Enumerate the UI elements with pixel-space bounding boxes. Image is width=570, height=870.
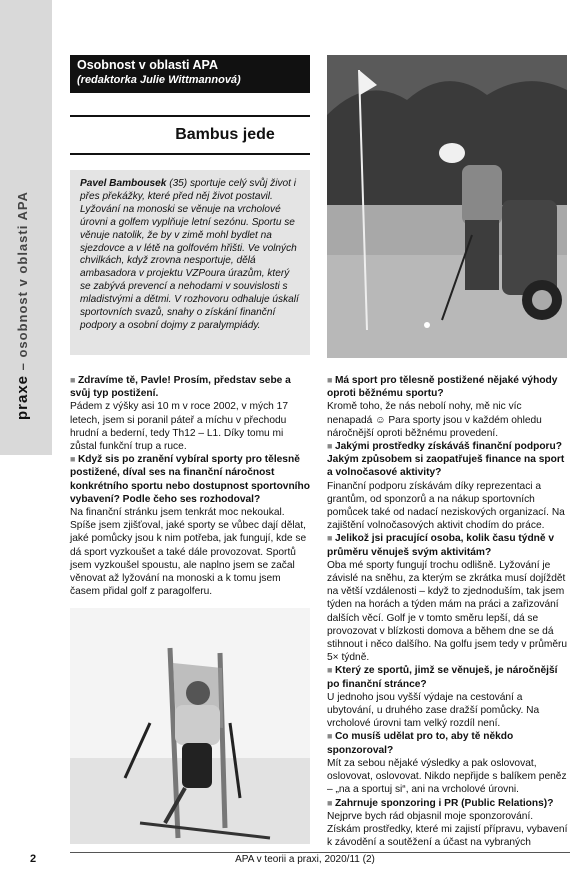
question: ■ Jakými prostředky získáváš finanční podporu? Jakým způsobem si zaopatřuješ finance na sport a volnočasové aktivity? [327,440,569,480]
column-editor: (redaktorka Julie Wittmannová) [77,74,241,86]
right-column [327,374,569,849]
intro-name: Pavel Bambousek [80,178,167,189]
question: ■ Když sis po zranění vybíral sporty pro tělesně postižené, díval ses na finanční náročnost konkrétního sportu nebo dostupnost sportovního vybavení? Podle čeho ses rozhodoval? [70,453,312,506]
golf-photo [327,55,567,358]
article-title: Bambus jede [175,126,275,143]
question: ■ Co musíš udělat pro to, aby tě někdo sponzoroval? [327,730,569,756]
section-label-rest: – osobnost v oblasti APA [15,191,30,375]
answer: Oba mé sporty fungují trochu odlišně. Lyžování je závislé na sněhu, za kterým se zkrátka musí dojíždět na větší vzdálenosti – když to zjednoduším, tak jsem týden na horách a týden mám na práci a zařizování dalších věcí. Golf je v tomto směru lepší, dá se provozovat v blízkosti domova a během dne se dá stihnout i něco dalšího. Na golfu jsem tedy v průměru 5× týdně. [327,559,568,664]
article-title-bar [70,115,310,155]
question: ■ Zahrnuje sponzoring i PR (Public Relations)? [327,797,569,810]
question: ■ Jelikož jsi pracující osoba, kolik času týdně v průměru věnuješ svým aktivitám? [327,532,569,558]
answer: Na finanční stránku jsem tenkrát moc nekoukal. Spíše jsem zjišťoval, jaké sporty se vůbec dají dělat, jaké pomůcky jsou k nim potřeba, jak fungují, kde se dá sport vyzkoušet a také dále provozovat. Sportů jsem vyzkoušel spoustu, ale naplno jsem se začal věnovat až lyžování na monoski a k tomu jsem časem přidal golf z paragolferu. [70,507,307,598]
left-column [70,374,312,598]
answer: Pádem z výšky asi 10 m v roce 2002, v mých 17 letech, jsem si poranil páteř a míchu v přechodu hrudní a bederní, tedy Th12 – L1. Díky tomu mi zůstal funkční trup a ruce. [70,401,288,453]
column-header [70,55,310,93]
answer: Kromě toho, že nás nebolí nohy, mě nic víc nenapadá ☺ Para sporty jsou v každém ohledu náročnější oproti běžnému provedení. [327,401,542,439]
question: ■ Zdravíme tě, Pavle! Prosím, představ sebe a svůj typ postižení. [70,374,312,400]
page-number: 2 [30,853,37,865]
column-title: Osobnost v oblasti APA [77,58,218,72]
answer: Finanční podporu získávám díky reprezentaci a grantům, od sponzorů a na nákup sportovních pomůcek také od nadací neziskových organizací. Na zajištění volnočasových aktivit chodím do práce. [327,480,565,532]
ski-photo [70,608,310,844]
answer: Nejprve bych rád objasnil moje sponzorování. Získám prostředky, které mi zajistí přípravu, vybavení k závodění a soutěžení a účast na vybraných [327,810,568,849]
intro-text: (35) sportuje celý svůj život i přes překážky, které před něj život postavil. Lyžování na monoski se věnuje na vrcholové úrovni a golfem vyplňuje letní sezónu. Sportu se věnuje natolik, že by v zimě mohl bydlet na sjezdovce a v létě na golfovém hřišti. Ve volných chvilkách, když zrovna nesportuje, dělá ambasadora v projektu VZPoura úrazům, který se zabývá prevencí a nehodami v souvislosti s mladistvými a dětmi. V rozhovoru odhaluje úskalí sportovních svazů, snahy o získání finanční podpory a osobní dojmy z paralympiády. [80,178,299,331]
question: ■ Který ze sportů, jimž se věnuješ, je náročnější po finanční stránce? [327,664,569,690]
intro-box [70,170,310,355]
answer: U jednoho jsou vyšší výdaje na cestování a ubytování, u druhého zase dražší pomůcky. Na vrcholové úrovni tam velký rozdíl není. [327,691,540,730]
footer-divider [70,852,570,853]
answer: Mít za sebou nějaké výsledky a pak oslovovat, oslovovat, oslovovat. Nikdo nepřijde s balíkem peněz – „na a sportuj si“, ani na vrcholové úrovni. [327,757,567,796]
section-label-bold: praxe [14,374,31,420]
question: ■ Má sport pro tělesně postižené nějaké výhody oproti běžnému sportu? [327,374,569,400]
section-label [14,180,31,420]
journal-citation: APA v teorii a praxi, 2020/11 (2) [235,854,375,865]
